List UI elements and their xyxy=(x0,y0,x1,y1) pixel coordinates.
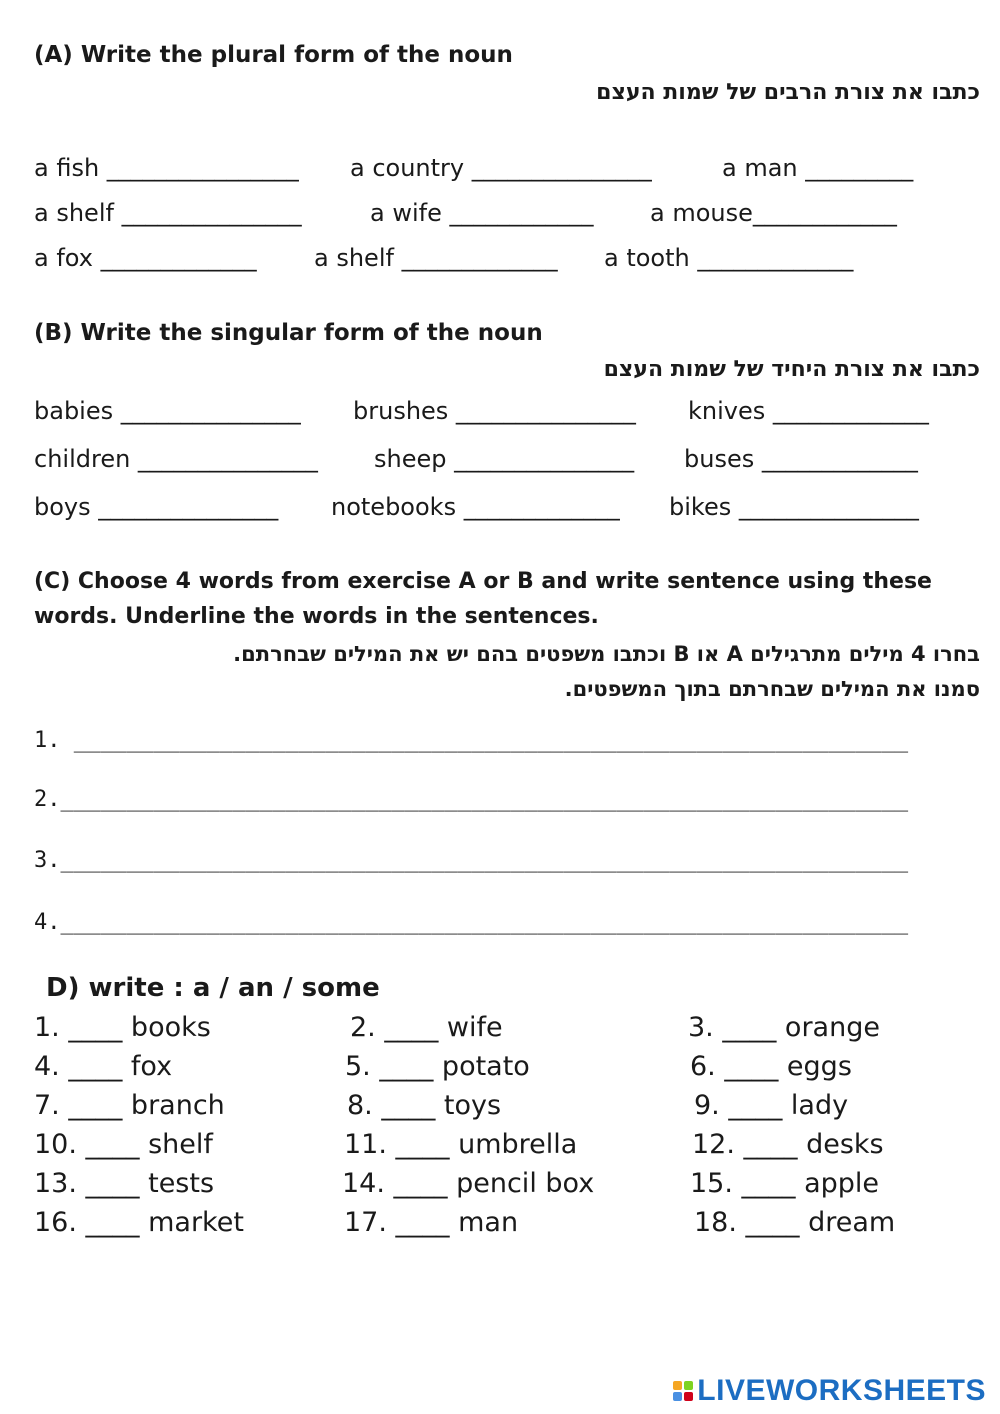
sentence-line-2[interactable]: 2.________________________________________________________________ xyxy=(34,787,909,812)
section-b-item[interactable]: sheep _______________ xyxy=(374,445,635,473)
section-a-item[interactable]: a fox _____________ xyxy=(34,244,257,272)
section-a-item[interactable]: a country _______________ xyxy=(350,154,652,182)
section-a-item[interactable]: a fish ________________ xyxy=(34,154,299,182)
section-d-heading: D) write : a / an / some xyxy=(46,973,380,1003)
section-a-item[interactable]: a shelf _____________ xyxy=(314,244,558,272)
section-a-heading: (A) Write the plural form of the noun xyxy=(34,42,513,68)
section-b-item[interactable]: brushes _______________ xyxy=(353,397,636,425)
section-b-item[interactable]: children _______________ xyxy=(34,445,318,473)
section-d-item[interactable]: 6. ____ eggs xyxy=(690,1051,852,1082)
section-a-item[interactable]: a mouse____________ xyxy=(650,199,897,227)
section-a-item[interactable]: a man _________ xyxy=(722,154,914,182)
section-d-item[interactable]: 7. ____ branch xyxy=(34,1090,225,1121)
section-a-item[interactable]: a tooth _____________ xyxy=(604,244,854,272)
section-d-item[interactable]: 17. ____ man xyxy=(344,1207,519,1238)
section-d-item[interactable]: 16. ____ market xyxy=(34,1207,244,1238)
section-a-hebrew-instruction: כתבו את צורת הרבים של שמות העצם xyxy=(596,80,980,105)
section-d-item[interactable]: 18. ____ dream xyxy=(694,1207,896,1238)
section-c-heading-line1: (C) Choose 4 words from exercise A or B and write sentence using these xyxy=(34,569,932,594)
sentence-line-3[interactable]: 3.________________________________________________________________ xyxy=(34,848,909,873)
section-d-item[interactable]: 2. ____ wife xyxy=(350,1012,503,1043)
section-b-item[interactable]: buses _____________ xyxy=(684,445,918,473)
section-d-item[interactable]: 10. ____ shelf xyxy=(34,1129,213,1160)
section-d-item[interactable]: 8. ____ toys xyxy=(347,1090,502,1121)
section-a-item[interactable]: a wife ____________ xyxy=(370,199,594,227)
section-b-item[interactable]: notebooks _____________ xyxy=(331,493,620,521)
section-d-item[interactable]: 4. ____ fox xyxy=(34,1051,173,1082)
section-b-item[interactable]: babies _______________ xyxy=(34,397,301,425)
section-b-hebrew-instruction: כתבו את צורת היחיד של שמות העצם xyxy=(603,357,980,382)
section-c-hebrew-line2: סמנו את המילים שבחרתם בתוך המשפטים. xyxy=(564,677,980,701)
section-d-item[interactable]: 15. ____ apple xyxy=(690,1168,880,1199)
section-d-item[interactable]: 14. ____ pencil box xyxy=(342,1168,595,1199)
section-c-hebrew-line1: בחרו 4 מילים מתרגילים A או B וכתבו משפטים בהם יש את המילים שבחרתם. xyxy=(233,642,980,666)
section-c-heading-line2: words. Underline the words in the sentences. xyxy=(34,604,599,629)
section-b-item[interactable]: boys _______________ xyxy=(34,493,279,521)
section-b-item[interactable]: bikes _______________ xyxy=(669,493,919,521)
section-d-item[interactable]: 5. ____ potato xyxy=(345,1051,530,1082)
liveworksheets-logo xyxy=(673,1374,986,1408)
section-a-item[interactable]: a shelf _______________ xyxy=(34,199,302,227)
section-d-item[interactable]: 9. ____ lady xyxy=(694,1090,849,1121)
section-d-item[interactable]: 13. ____ tests xyxy=(34,1168,215,1199)
section-d-item[interactable]: 3. ____ orange xyxy=(688,1012,880,1043)
section-d-item[interactable]: 1. ____ books xyxy=(34,1012,211,1043)
section-b-heading: (B) Write the singular form of the noun xyxy=(34,320,543,346)
sentence-line-4[interactable]: 4.________________________________________________________________ xyxy=(34,910,909,935)
section-b-item[interactable]: knives _____________ xyxy=(688,397,929,425)
section-d-item[interactable]: 12. ____ desks xyxy=(692,1129,884,1160)
liveworksheets-logo-icon xyxy=(673,1381,693,1401)
logo-text: LIVEWORKSHEETS xyxy=(697,1374,986,1407)
section-d-item[interactable]: 11. ____ umbrella xyxy=(344,1129,578,1160)
sentence-line-1[interactable]: 1. _______________________________________________________________ xyxy=(34,728,909,753)
